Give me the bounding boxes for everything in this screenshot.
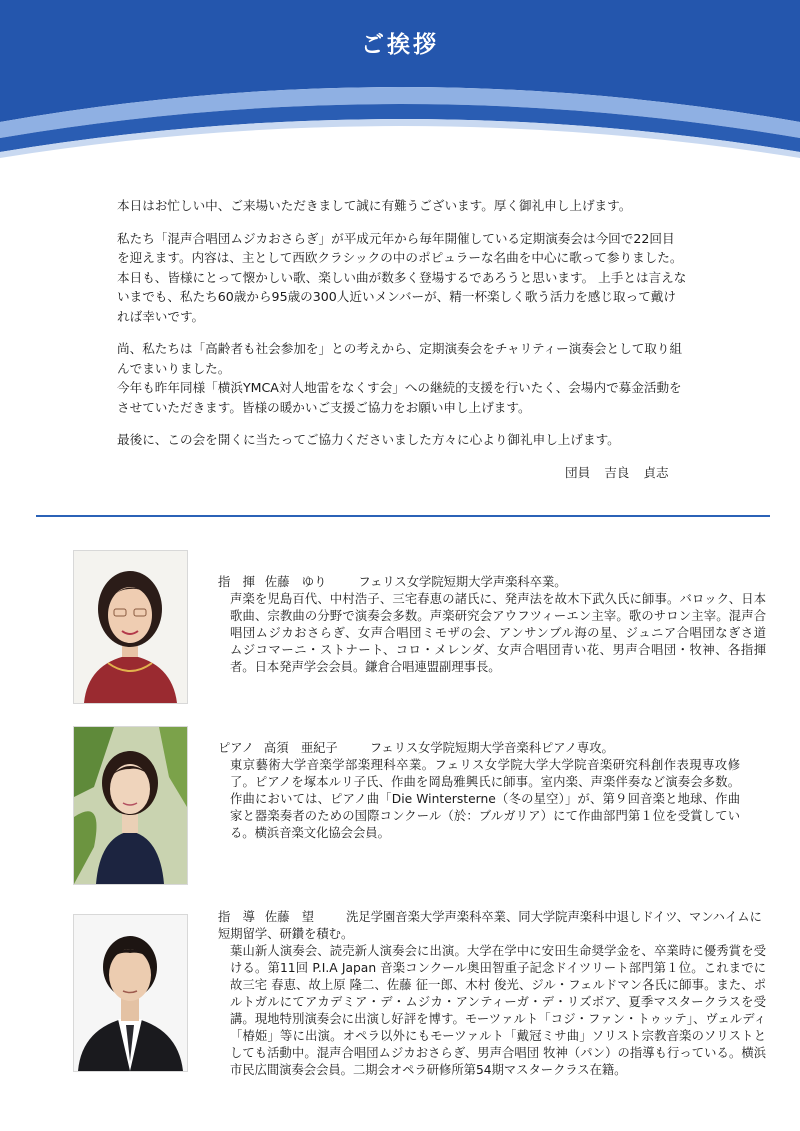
page-title: ご挨拶 bbox=[361, 32, 439, 58]
greeting-paragraph: 尚、私たちは「高齢者も社会参加を」との考えから、定期演奏会をチャリティー演奏会として取り組んでまいりました。 bbox=[117, 341, 683, 376]
greeting-paragraph: 私たち「混声合唱団ムジカおさらぎ」が平成元年から毎年開催している定期演奏会は今回で22回目を迎えます。内容は、主として西欧クラシックの中のポピュラーな名曲を中心に歌って参りました。本日も、皆様にとって懐かしい歌、楽しい曲が数多く登場するであろうと思います。 上手とは言えないまでも、私たち60歳から95歳の300人近いメンバーが、精一杯楽しく歌う活力を感じ取って戴ければ幸いです。 bbox=[117, 230, 687, 324]
profile-conductor bbox=[218, 574, 779, 676]
profile-affiliation: フェリス女学院短期大学声楽科卒業。 bbox=[358, 575, 567, 589]
profile-header bbox=[218, 909, 766, 943]
profile-name: 佐藤 望 bbox=[264, 910, 315, 924]
profile-header bbox=[218, 740, 740, 757]
profile-affiliation: 洗足学園音楽大学声楽科卒業、同大学院声楽科中退しドイツ、マンハイムに短期留学、研鑽を積む。 bbox=[218, 910, 762, 941]
signature: 団員 吉良 貞志 bbox=[565, 465, 669, 480]
profile-bio: 東京藝術大学音楽学部楽理科卒業。フェリス女学院大学大学院音楽研究科創作表現専攻修了。ピアノを塚本ルリ子氏、作曲を岡島雅興氏に師事。室内楽、声楽伴奏など演奏会多数。作曲においては、ピアノ曲「Die Wintersterne（冬の星空）」が、第９回音楽と地球、作曲家と器楽奏者のための国際コンクール（於：ブルガリア）にて作曲部門第１位を受賞している。横浜音楽文化協会会員。 bbox=[230, 758, 740, 840]
profile-header bbox=[218, 574, 766, 591]
profile-bio: 声楽を児島百代、中村浩子、三宅春恵の諸氏に、発声法を故木下武久氏に師事。バロック、日本歌曲、宗教曲の分野で演奏会多数。声楽研究会アウフツィーエン主宰。歌のサロン主宰。混声合唱団ムジカおさらぎ、女声合唱団ミモザの会、アンサンブル海の星、ジュニア合唱団なぎさ道 ムジコマーニ・ストナート、コロ・メレンダ、女声合唱団青い花、男声合唱団・牧神、各指揮者。日本発声学会会員。鎌倉合唱連盟副理事長。 bbox=[230, 592, 779, 674]
pianist-photo bbox=[73, 726, 188, 885]
instructor-photo bbox=[73, 914, 188, 1072]
conductor-photo bbox=[73, 550, 188, 704]
profile-name: 高須 亜紀子 bbox=[263, 741, 338, 755]
header-banner bbox=[0, 0, 800, 175]
profile-instructor bbox=[218, 909, 766, 1079]
profile-name: 佐藤 ゆり bbox=[264, 575, 327, 589]
profile-affiliation: フェリス女学院短期大学音楽科ピアノ専攻。 bbox=[369, 741, 614, 755]
greeting-paragraph: 今年も昨年同様「横浜YMCA対人地雷をなくす会」への継続的支援を行いたく、会場内で募金活動をさせていただきます。皆様の暖かいご支援ご協力をお願い申し上げます。 bbox=[117, 380, 682, 415]
greeting-text bbox=[117, 196, 687, 463]
profile-role: ピアノ bbox=[218, 741, 254, 755]
profile-role: 指 導 bbox=[218, 910, 255, 924]
greeting-paragraph: 本日はお忙しい中、ご来場いただきまして誠に有難うございます。厚く御礼申し上げます。 bbox=[117, 198, 632, 213]
profile-pianist bbox=[218, 740, 740, 842]
greeting-paragraph: 最後に、この会を開くに当たってご協力くださいました方々に心より御礼申し上げます。 bbox=[117, 432, 620, 447]
profile-role: 指 揮 bbox=[218, 575, 255, 589]
profile-bio: 葉山新人演奏会、読売新人演奏会に出演。大学在学中に安田生命奨学金を、卒業時に優秀賞を受ける。第11回 P.I.A Japan 音楽コンクール奥田智重子記念ドイツリート部門第１位。これまでに故三宅 春恵、故上原 隆二、佐藤 征一郎、木村 俊光、ジル・フェルドマン各氏に師事。また、ポルトガルにてアカデミア・デ・ムジカ・アンティーガ・デ・リズボア、夏季マスタークラスを受講。現地特別演奏会に出演し好評を博す。モーツァルト「コジ・ファン・トゥッテ」、ヴェルディ「椿姫」等に出演。オペラ以外にもモーツァルト「戴冠ミサ曲」ソリスト宗教音楽のソリストとしても活動中。混声合唱団ムジカおさらぎ、男声合唱団 牧神（パン）の指導も行っている。横浜市民広間演奏会会員。二期会オペラ研修所第54期マスタークラス在籍。 bbox=[230, 944, 766, 1077]
section-divider bbox=[36, 515, 770, 517]
